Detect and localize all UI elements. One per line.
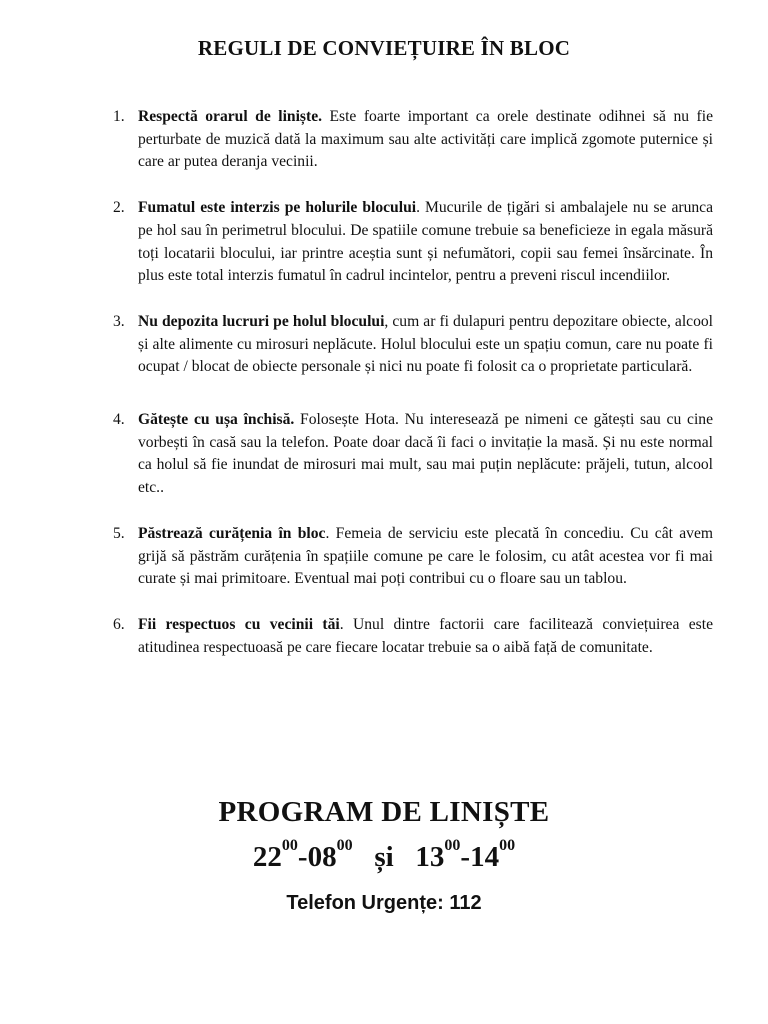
quiet-hours-schedule: $22^{00}-08^{00}$ și $13^{00}-14^{00}$ [252, 837, 516, 873]
rule-item [113, 106, 713, 174]
rule-text: , cum ar fi dulapuri pentru depozitare obiecte, alcool și alte alimente cu mirosuri neplăcute. Holul blocului este un spațiu comun, care nu poate fi ocupat / blocat de obiecte personale și nici nu poate fi folosit ca o proprietate particulară. [138, 312, 713, 376]
rule-number: 2. [113, 199, 125, 217]
rule-heading: Fumatul este interzis pe holurile blocului [138, 199, 417, 217]
rule-number: 4. [113, 411, 125, 429]
emergency-phone: Telefon Urgențe: 112 [286, 892, 482, 914]
rule-text: Este foarte important ca orele destinate odihnei să nu fie perturbate de muzică dată la maximum sau alte activități care implică zgomote puternice și care ar putea deranja vecinii. [138, 108, 713, 171]
rule-heading: Păstrează curățenia în bloc [138, 524, 326, 542]
rule-number: 6. [113, 615, 125, 633]
rule-number: 5. [113, 524, 125, 542]
rule-number: 1. [113, 108, 125, 125]
rule-text: . Mucurile de țigări si ambalajele nu se aruncа pe hol sau în perimetrul blocului. De spatiile comune trebuie sa beneficieze in egala măsură toți locatarii blocului, iar printre aceștia sunt și nefumători, copii sau femei însărcinate. În plus este total interzis fumatul în cadrul incintelor, pentru a preveni riscul incendiilor. [138, 199, 714, 285]
interval2-start-minutes: 00 [444, 837, 461, 854]
rule-number: 3. [113, 312, 125, 330]
interval1-start-hour: 22 [252, 841, 282, 873]
rule-text: Folosește Hota. Nu interesează pe nimeni ce gătești sau cu cine vorbești în casă sau la telefon. Poate doar dacă îi faci o invitație la masă. Și nu este normal ca holul să fie inundat de mirosuri mai mult, sau mai puțin neplăcute: prăjeli, tutun, alcool etc.. [138, 411, 713, 497]
interval1-end-hour: 08 [307, 841, 337, 873]
interval1-start-minutes: 00 [281, 837, 298, 854]
rule-text: . Femeia de serviciu este plecată în concediu. Cu cât avem grijă să păstrăm curățenia în spațiile comune pe care le folosim, cu atât acestea vor fi mai curate și mai primitoare. Eventual mai poți contribui cu o floare sau un tablou. [138, 524, 713, 588]
interval1-end-minutes: 00 [336, 837, 353, 854]
rule-item [113, 409, 713, 500]
rules-list [113, 106, 713, 659]
rule-heading: Fii respectuos cu vecinii tăi [138, 615, 340, 633]
document-title: REGULI DE CONVIEȚUIRE ÎN BLOC [197, 36, 571, 60]
interval2-end-hour: 14 [470, 841, 500, 873]
rule-item [113, 614, 713, 659]
rule-heading: Nu depozita lucruri pe holul blocului [138, 312, 385, 330]
interval2-end-minutes: 00 [499, 837, 516, 854]
rule-heading: Respectă orarul de liniște. [138, 108, 323, 125]
interval-conjunction: și [374, 841, 394, 873]
quiet-hours-title: PROGRAM DE LINIȘTE [218, 796, 550, 828]
rule-text: . Unul dintre factorii care facilitează conviețuirea este atitudinea respectuoasă pe care fiecare locatar trebuie sa o aibă față de comunitate. [138, 615, 713, 656]
interval2-start-hour: 13 [415, 841, 445, 873]
rule-item [113, 311, 713, 379]
rule-heading: Gătește cu ușa închisă. [138, 411, 295, 429]
rule-item [113, 197, 713, 288]
rule-item [113, 523, 713, 591]
